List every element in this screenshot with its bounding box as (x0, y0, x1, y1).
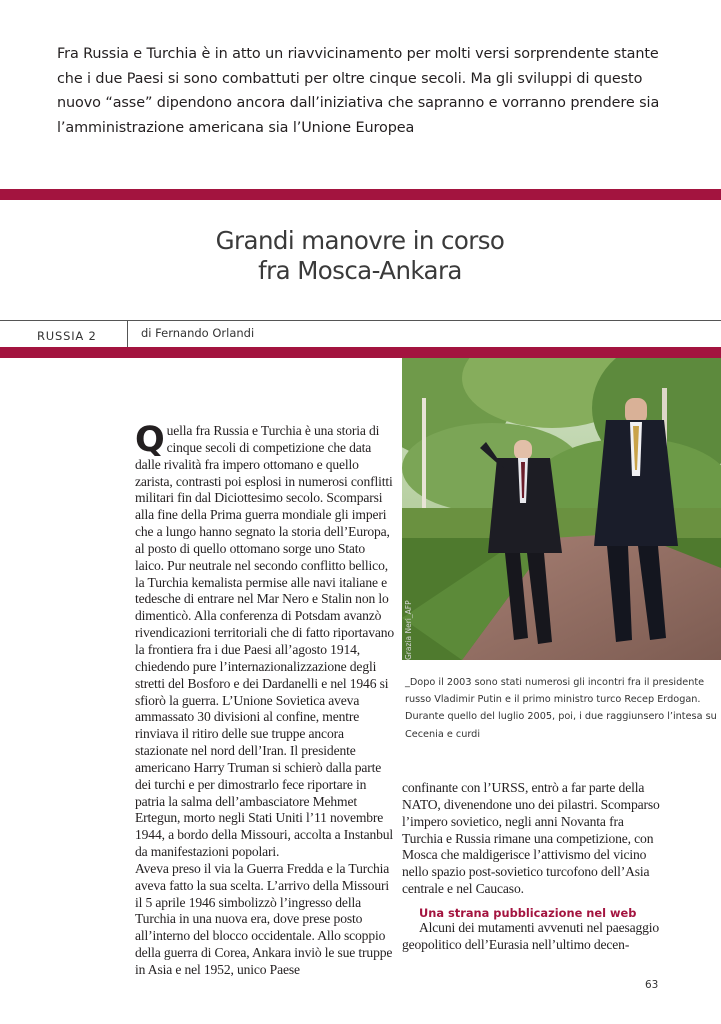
title-line-1: Grandi manovre in corso (215, 226, 505, 255)
title-line-2: fra Mosca-Ankara (258, 256, 462, 285)
page-number: 63 (645, 979, 659, 991)
photo-credit: Grazia Neri_AFP (404, 600, 413, 660)
accent-band-top (0, 189, 721, 200)
drop-cap: Q (135, 420, 165, 460)
article-title (130, 226, 590, 286)
accent-band-bottom (0, 347, 721, 358)
photo-illustration (402, 358, 721, 660)
body-column-2 (402, 780, 664, 898)
body-paragraph-1 (135, 420, 397, 861)
body-paragraph-2: Aveva preso il via la Guerra Fredda e la Turchia aveva fatto la sua scelta. L’arrivo della Missouri il 5 aprile 1946 simbolizzò l’ingresso della Turchia in una nuova era, dove prese posto all’interno del blocco occidentale. Allo scoppio della guerra di Corea, Ankara inviò le sue truppe in Asia e nel 1952, unico Paese (135, 860, 393, 977)
header-divider (127, 320, 128, 347)
intro-text: Fra Russia e Turchia è in atto un riavvicinamento per molti versi sorprendente stante che i due Paesi si sono combattuti per oltre cinque secoli. Ma gli sviluppi di questo nuovo “asse” dipendono ancora dall’iniziativa che sapranno e vorranno prendere sia l’amministrazione americana sia l’Unione Europea (57, 46, 660, 136)
byline: di Fernando Orlandi (141, 326, 255, 340)
body-paragraph-1-text: uella fra Russia e Turchia è una storia di cinque secoli di competizione che data dalle rivalità fra impero ottomano e quello zarista, contrasti poi esplosi in numerosi conflitti militari fin dal Diciottesimo secolo. Scomparsi alla fine della Prima guerra mondiale gli imperi che a lungo hanno segnato la storia dell’Europa, al posto di quello ottomano sorge uno Stato laico. Pur neutrale nel secondo conflitto bellico, la Turchia kemalista permise alle navi italiane e tedesche di entrare nel Mar Nero e Stalin non lo dimenticò. Alla conferenza di Potsdam avanzò rivendicazioni territoriali che di fatto riportavano la frontiera fra i due Paesi all’agosto 1914, chiedendo pure l’internazionalizzazione degli stretti del Bosforo e dei Dardanelli e nel 1946 si sfiorò la guerra. L’Unione Sovietica aveva ammassato 30 divisioni al confine, mentre rinviava il ritiro delle sue truppe ancora stazionate nel nord dell’Iran. Il presidente americano Harry Truman si schierò dalla parte dei turchi e per dimostrarlo fece riportare in patria la salma dell’ambasciatore Mehmet Ertegun, morto negli Stati Uniti l’11 novembre 1944, a bordo della Missouri, accolta a Instanbul da manifestazioni popolari. (135, 423, 395, 860)
header-rule (0, 320, 721, 321)
subheading: Una strana pubblicazione nel web (419, 906, 637, 920)
photo-caption: _Dopo il 2003 sono stati numerosi gli incontri fra il presidente russo Vladimir Putin e il primo ministro turco Recep Erdogan. Durante quello del luglio 2005, poi, i due raggiunsero l’intesa su Cecenia e curdi (405, 677, 717, 740)
body-column-1 (135, 420, 397, 979)
body-paragraph-4: Alcuni dei mutamenti avvenuti nel paesaggio geopolitico dell’Eurasia nell’ultimo decen- (402, 920, 660, 952)
body-paragraph-3: confinante con l’URSS, entrò a far parte della NATO, divenendone uno dei pilastri. Scomparso l’impero sovietico, negli anni Novanta fra Turchia e Russia rimane una competizione, con Mosca che maldigerisce l’attivismo del vicino nello spazio post-sovietico turcofono dell’Asia centrale e nel Caucaso. (402, 780, 660, 897)
body-column-2-continued (402, 920, 664, 954)
section-label: RUSSIA 2 (37, 329, 97, 343)
article-photo (402, 358, 721, 660)
